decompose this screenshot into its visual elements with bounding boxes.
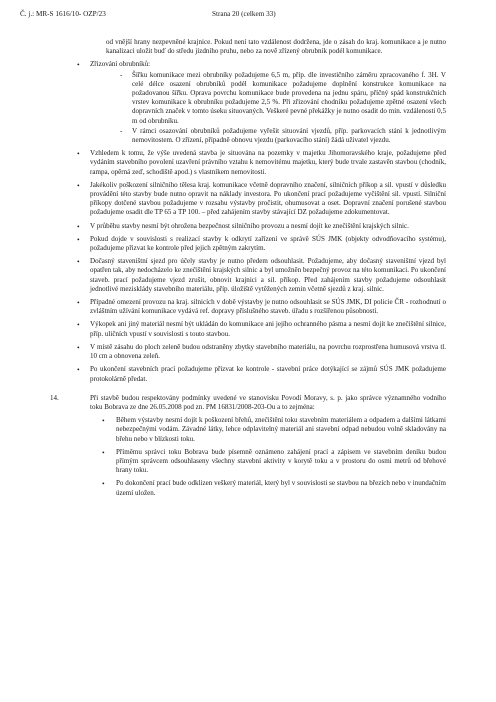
bullet-icon: • <box>77 365 80 375</box>
bullet-icon: • <box>102 479 105 489</box>
section-title: Zřizování obrubníků: <box>90 60 151 69</box>
bullet-text: Vzhledem k tomu, že výše uvedená stavba je situována na pozemky v majetku Jihomoravského kraje, požadujeme před vydáním stavebního povolení uzavření právního vztahu k nemovitému majetku, který bude trvale zastavěn stavbou (chodník, rampa, opěrná zeď, schodiště apod.) s vlastníkem nemovitosti. <box>90 149 446 176</box>
bullet-item <box>64 60 446 145</box>
bullet-icon: • <box>77 298 80 308</box>
dash-text: V rámci osazování obrubníků požadujeme vyřešit situování vjezdů, příp. parkovacích stání k jednotlivým nemovitostem. O zřízení, případně obnovu vjezdu (parkovacího stání) žádá uživatel vjezdu. <box>132 126 446 145</box>
bullet-icon: • <box>77 60 80 70</box>
numbered-item-14 <box>50 393 446 498</box>
item-number: 14. <box>50 393 59 402</box>
bullet-text: Případné omezení provozu na kraj. silnicích v době výstavby je nutno odsouhlasit se SÚS JMK, DI policie ČR - rozhodnutí o zvláštním užívání komunikace vydává ref. dopravy příslušného staveb. úřadu s rozšířenou působností. <box>90 298 446 316</box>
bullet-text: Jakékoliv poškození silničního tělesa kraj. komunikace včetně dopravního značení, silničních příkop a sil. vpustí v důsledku provádění této stavby bude nutno opravit na náklady investora. Po ukončení prací požadujeme vyčištění sil. vpustí. Silniční příkopy dotčené stavbou požadujeme v rozsahu výstavby pročistit, ohumusovat a oset. Dopravní značení porušené stavbou požadujeme osadit dle TP 65 a TP 100. – před zahájením stavby stávající DZ požadujeme zdokumentovat. <box>90 180 446 217</box>
bullet-item <box>64 257 446 294</box>
bullet-item <box>90 448 446 476</box>
bullet-item <box>64 181 446 218</box>
bullet-text: Dočasný staveništní sjezd pro účely stavby je nutno předem odsouhlasit. Požadujeme, aby dočasný staveništní vjezd byl opatřen tak, aby nedocházelo ke znečištění krajských silnic a byl umožněn bezpečný provoz na této komunikaci. Po ukončení staveb. prací požadujeme vjezd zrušit, obnovit krajnici a sil. příkop. Před zahájením stavby požadujeme odsouhlasit jednotlivé mezisklády stavebního materiálu, příp. úložiště vytěžených zemin včetně sjezdů z kraj. silnic. <box>90 257 446 293</box>
bullet-text: Příměmu správci toku Bobrava bude písemně oznámeno zahájení prací a zápisem ve stavebním deníku budou přímým správcem odsouhlaseny všechny stavební aktivity v korytě toku a v prostoru do osmi metrů od břehové hrany toku. <box>116 447 446 475</box>
bullet-text: V průběhu stavby nesmí být ohrožena bezpečnost silničního provozu a nesmí dojít ke znečištění krajských silnic. <box>90 221 409 230</box>
bullet-item <box>64 320 446 338</box>
page-number: Strana 20 (celkem 33) <box>212 10 276 18</box>
sub-bullet-list <box>90 416 446 498</box>
bullet-icon: • <box>102 447 105 457</box>
bullet-icon: • <box>77 257 80 267</box>
bullet-item <box>64 149 446 177</box>
dash-item <box>90 71 446 126</box>
bullet-item <box>90 416 446 444</box>
reference-number: Č. j.: MR-S 1616/10- OZP/23 <box>20 10 106 18</box>
dash-icon: - <box>120 70 123 79</box>
bullet-item <box>64 222 446 231</box>
bullet-icon: • <box>77 180 80 190</box>
dash-icon: - <box>120 126 123 135</box>
bullet-text: Pokud dojde v souvislosti s realizací stavby k odkrytí zařízení ve správě SÚS JMK (objekty odvodňovacího systému), požadujeme přizvat ke kontrole před jejich zpětným zakrytím. <box>90 234 446 253</box>
bullet-icon: • <box>102 416 105 426</box>
bullet-icon: • <box>77 149 80 159</box>
bullet-item <box>64 365 446 383</box>
bullet-icon: • <box>77 234 80 244</box>
dash-item <box>90 127 446 145</box>
bullet-text: Po ukončení stavebních prací požadujeme přizvat ke kontrole - stavební práce dotýkající se zájmů SÚS JMK požadujeme protokolárně předat. <box>90 365 446 383</box>
bullet-item <box>90 479 446 497</box>
bullet-text: Výkopek ani jiný materiál nesmí být ukládán do komunikace ani jejího ochranného pásma a nesmí dojít ke znečištění silnice, příp. uličních vpustí v souvislosti s touto stavbou. <box>90 320 446 338</box>
dash-text: Šířku komunikace mezi obrubníky požadujeme 6,5 m, příp. dle investičního záměru zpracovaného f. 3H. V celé délce osazení obrubníků podél komunikace požadujeme doplnění konstrukce komunikace na požadovanou šířku. Oprava povrchu komunikace bude provedena na jednu spáru, příčný spád konstrukčních vrstev komunikace k obrubníku požadujeme 2,5 %. Při zřizování chodníku požadujeme zpětné osazení všech dopravních značek v tomto úseku situovaných. Veškeré pevné překážky je nutno osadit do min. vzdálenosti 0,5 m od obrubníku. <box>132 70 446 125</box>
bullet-icon: • <box>77 320 80 330</box>
bullet-text: Během výstavby nesmí dojít k poškození břehů, znečištění toku stavebním materiálem a odpadem a dalšími látkami nebezpečnými vodám. Závadné látky, lehce odplavitelný materiál ani stavební odpad nebudou volně skladovány na břehu nebo v blízkosti toku. <box>116 416 446 443</box>
bullet-icon: • <box>77 342 80 352</box>
bullet-text: V místě zásahu do ploch zeleně budou odstraněny zbytky stavebního materiálu, na povrchu rozprostřena humusová vrstva tl. 10 cm a obnovena zeleň. <box>90 342 446 361</box>
document-body <box>50 38 446 498</box>
numbered-item-text: Při stavbě budou respektovány podmínky uvedené ve stanovisku Povodí Moravy, s. p. jako správce významného vodního toku Bobrava ze dne 26.05.2008 pod zn. PM 16831/2008-203-Ou a to zejména: <box>90 393 446 411</box>
bullet-icon: • <box>77 221 80 231</box>
continuation-paragraph: od vnější hrany nezpevněné krajnice. Pokud není tato vzdálenost dodržena, jde o zásah do kraj. komunikace a je nutno kanalizaci uložit buď do středu jízdního pruhu, nebo za nově zřízený obrubník podél komunikace. <box>106 38 446 56</box>
bullet-item <box>64 298 446 316</box>
bullet-text: Po dokončení prací bude odklizen veškerý materiál, který byl v souvislosti se stavbou na březích nebo v inundačním území uložen. <box>116 479 446 497</box>
bullet-item <box>64 343 446 361</box>
bullet-item <box>64 235 446 253</box>
page-header <box>20 10 476 20</box>
